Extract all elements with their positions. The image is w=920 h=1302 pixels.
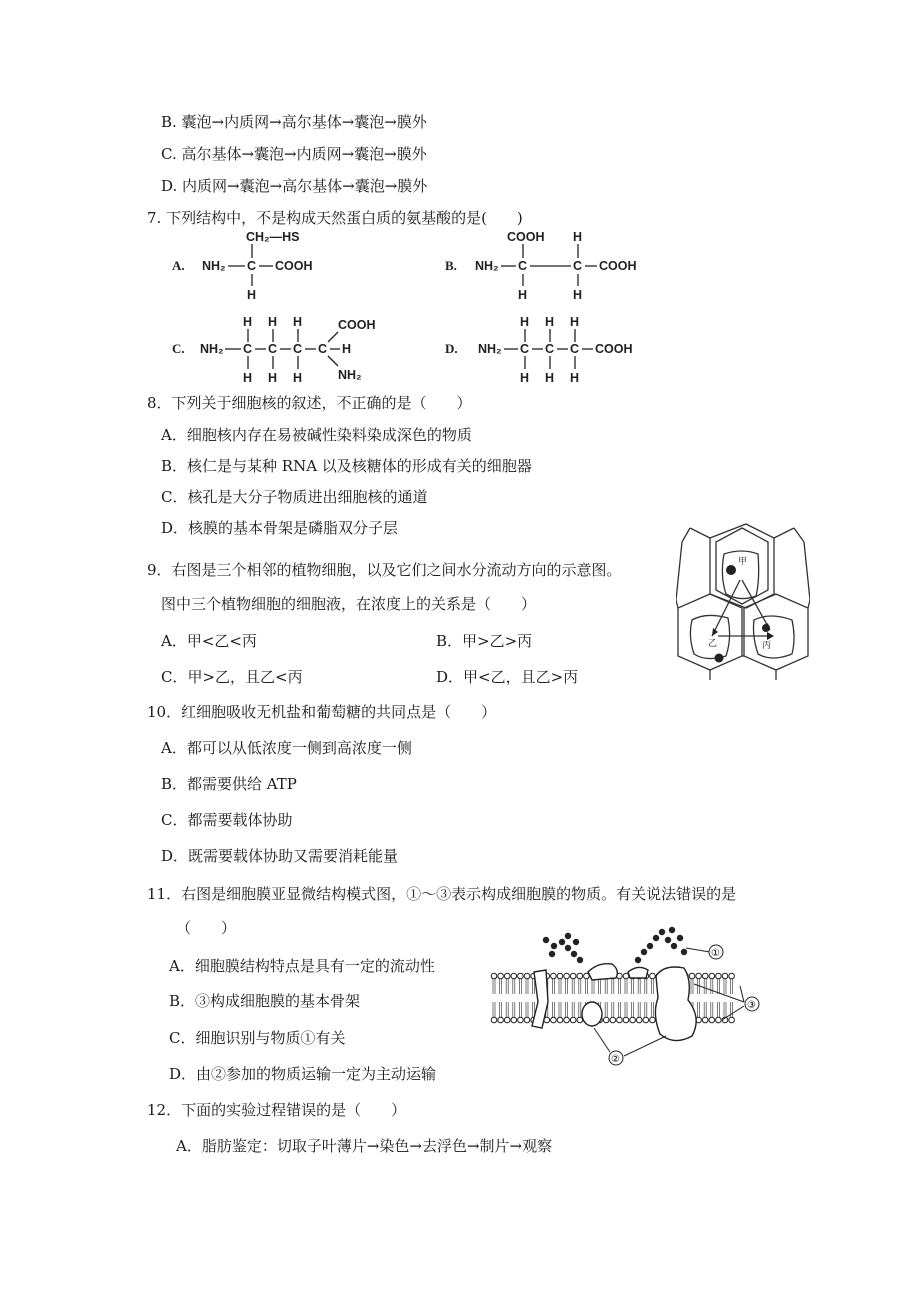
q7-d-carboxyl: COOH [595, 342, 633, 356]
q7-d-carbon-2: C [545, 342, 555, 356]
cell-label-bing: 丙 [762, 641, 772, 651]
q11-stem-line-1: 11．右图是细胞膜亚显微结构模式图，①～③表示构成细胞膜的物质。有关说法错误的是 [147, 885, 737, 903]
cell-label-jia: 甲 [738, 557, 748, 567]
q11-option-c: C．细胞识别与物质①有关 [169, 1029, 346, 1047]
q7-b-amino: NH₂ [475, 259, 499, 273]
q11-stem-line-2: （ ） [176, 919, 237, 937]
q10-option-c: C．都需要载体协助 [161, 811, 293, 829]
label-2: ② [611, 1054, 620, 1065]
q9-option-c: C．甲>乙，且乙<丙 [161, 668, 303, 686]
q7-c-carbon-1: C [243, 342, 253, 356]
q7-c-h-bottom-1: H [243, 371, 253, 385]
q7-d-letter: D. [445, 341, 458, 356]
q7-structure-d [445, 312, 655, 388]
q7-c-amino: NH₂ [200, 342, 224, 356]
q7-b-letter: B. [445, 258, 457, 273]
q9-stem-line-2: 图中三个植物细胞的细胞液，在浓度上的关系是（ ） [161, 595, 537, 613]
q7-b-hydrogen-2: H [573, 288, 583, 302]
q7-c-carbon-2: C [268, 342, 278, 356]
q7-c-h-bottom-2: H [268, 371, 278, 385]
label-1: ① [711, 948, 720, 959]
q7-c-h-right: H [342, 342, 352, 356]
q7-c-h-bottom-3: H [293, 371, 303, 385]
q9-option-b: B．甲>乙>丙 [436, 632, 533, 650]
label-3: ③ [747, 1000, 756, 1011]
q6-option-d: D. 内质网→囊泡→高尔基体→囊泡→膜外 [161, 177, 428, 195]
q7-a-side-chain: CH₂—HS [246, 230, 300, 244]
q7-d-amino: NH₂ [478, 342, 502, 356]
q7-b-hydrogen-1: H [518, 288, 528, 302]
q7-structure-b [445, 226, 645, 306]
q10-stem: 10．红细胞吸收无机盐和葡萄糖的共同点是（ ） [147, 703, 497, 721]
q7-d-h-top-1: H [520, 315, 530, 329]
q7-b-carboxyl: COOH [599, 259, 637, 273]
q7-structure-c [172, 312, 392, 388]
q7-d-h-bottom-2: H [545, 371, 555, 385]
q8-option-b: B．核仁是与某种 RNA 以及核糖体的形成有关的细胞器 [161, 457, 532, 475]
q7-c-letter: C. [172, 341, 185, 356]
q10-option-d: D．既需要载体协助又需要消耗能量 [161, 847, 399, 865]
q7-c-carbon-3: C [293, 342, 303, 356]
q7-c-h-top-1: H [243, 315, 253, 329]
q7-c-amino-2: NH₂ [338, 368, 362, 382]
q7-b-hydrogen-top: H [573, 230, 583, 244]
q7-a-carboxyl: COOH [275, 259, 313, 273]
q12-option-a: A．脂肪鉴定：切取子叶薄片→染色→去浮色→制片→观察 [176, 1137, 553, 1155]
q7-a-hydrogen: H [247, 288, 257, 302]
glycoprotein-chains [543, 927, 687, 963]
q7-d-h-top-3: H [570, 315, 580, 329]
q7-d-h-bottom-3: H [570, 371, 580, 385]
q7-a-carbon: C [247, 259, 257, 273]
q8-stem: 8．下列关于细胞核的叙述，不正确的是（ ） [147, 394, 472, 412]
q7-c-h-top-2: H [268, 315, 278, 329]
q11-option-a: A．细胞膜结构特点是具有一定的流动性 [169, 957, 435, 975]
q6-option-b: B. 囊泡→内质网→高尔基体→囊泡→膜外 [161, 113, 427, 131]
q8-option-c: C．核孔是大分子物质进出细胞核的通道 [161, 488, 428, 506]
q9-option-d: D．甲<乙，且乙>丙 [436, 668, 579, 686]
q11-option-b: B．③构成细胞膜的基本骨架 [169, 992, 361, 1010]
q6-option-c: C. 高尔基体→囊泡→内质网→囊泡→膜外 [161, 145, 427, 163]
q7-d-h-top-2: H [545, 315, 555, 329]
q8-option-a: A．细胞核内存在易被碱性染料染成深色的物质 [161, 426, 472, 444]
q7-c-carbon-4: C [318, 342, 328, 356]
q11-option-d: D．由②参加的物质运输一定为主动运输 [169, 1065, 437, 1083]
q7-c-h-top-3: H [293, 315, 303, 329]
q12-stem: 12．下面的实验过程错误的是（ ） [147, 1101, 407, 1119]
q7-b-carbon-1: C [518, 259, 528, 273]
q8-option-d: D．核膜的基本骨架是磷脂双分子层 [161, 519, 399, 537]
q9-stem-line-1: 9．右图是三个相邻的植物细胞，以及它们之间水分流动方向的示意图。 [147, 561, 622, 579]
q7-b-carboxyl-top: COOH [507, 230, 545, 244]
q7-d-h-bottom-1: H [520, 371, 530, 385]
q10-option-a: A．都可以从低浓度一侧到高浓度一侧 [161, 739, 412, 757]
q7-stem: 7. 下列结构中，不是构成天然蛋白质的氨基酸的是( ) [147, 209, 523, 227]
q7-d-carbon-3: C [570, 342, 580, 356]
plant-cells-figure [676, 520, 810, 680]
phospholipid-bilayer [491, 973, 734, 1023]
cell-membrane-figure [488, 924, 794, 1074]
q7-structure-a [172, 226, 352, 306]
q9-option-a: A．甲<乙<丙 [161, 632, 257, 650]
q7-b-carbon-2: C [573, 259, 583, 273]
q7-a-letter: A. [172, 258, 185, 273]
q7-a-amino: NH₂ [202, 259, 226, 273]
q10-option-b: B．都需要供给 ATP [161, 775, 297, 793]
q7-c-carboxyl: COOH [338, 318, 376, 332]
cell-label-yi: 乙 [708, 639, 718, 649]
q7-d-carbon-1: C [520, 342, 530, 356]
